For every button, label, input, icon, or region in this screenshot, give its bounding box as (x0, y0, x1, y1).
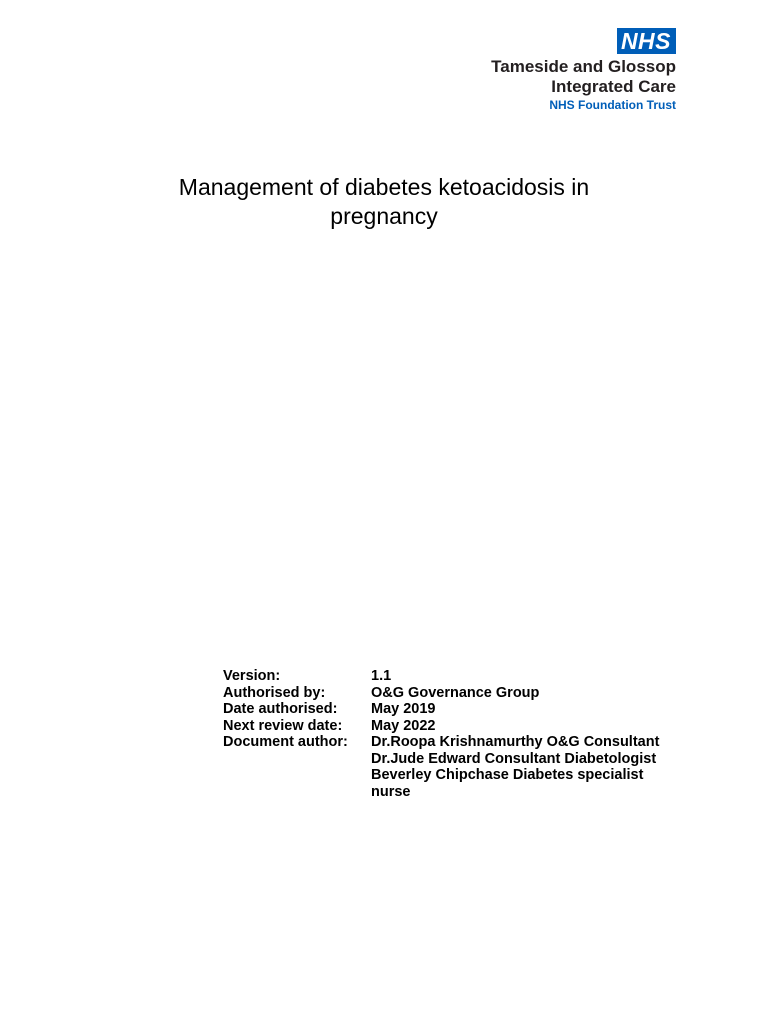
metadata-row-document-author (223, 734, 671, 751)
metadata-label: Next review date: (223, 717, 343, 734)
nhs-logo (491, 28, 676, 113)
metadata-row-date-authorised (223, 701, 671, 718)
org-name-line1: Tameside and Glossop (491, 57, 676, 76)
metadata-label: Version: (223, 668, 281, 684)
metadata-value: Dr.Roopa Krishnamurthy O&G Consultant (371, 734, 660, 750)
title-line2: pregnancy (330, 203, 438, 230)
metadata-label-empty (223, 767, 371, 800)
metadata-row-version (223, 668, 671, 685)
metadata-value: May 2019 (371, 701, 436, 717)
metadata-label: Document author: (223, 734, 348, 750)
author-name: Beverley Chipchase Diabetes specialist nurse (371, 767, 644, 800)
document-title (130, 173, 638, 231)
document-metadata-table (223, 668, 671, 800)
author-name: Dr.Jude Edward Consultant Diabetologist (371, 750, 657, 767)
metadata-value: O&G Governance Group (371, 684, 540, 701)
metadata-label: Authorised by: (223, 684, 326, 701)
org-name-line2: Integrated Care (551, 77, 676, 96)
metadata-label: Date authorised: (223, 701, 338, 717)
metadata-label-empty (223, 751, 371, 768)
title-line1: Management of diabetes ketoacidosis in (178, 174, 590, 201)
metadata-value: 1.1 (371, 668, 392, 684)
metadata-row-author-2 (223, 751, 671, 768)
metadata-row-authorised-by (223, 685, 671, 702)
org-type: NHS Foundation Trust (549, 98, 676, 112)
metadata-row-author-3 (223, 767, 671, 800)
metadata-row-next-review-date (223, 718, 671, 735)
metadata-value: May 2022 (371, 717, 436, 734)
nhs-badge: NHS (617, 28, 676, 54)
